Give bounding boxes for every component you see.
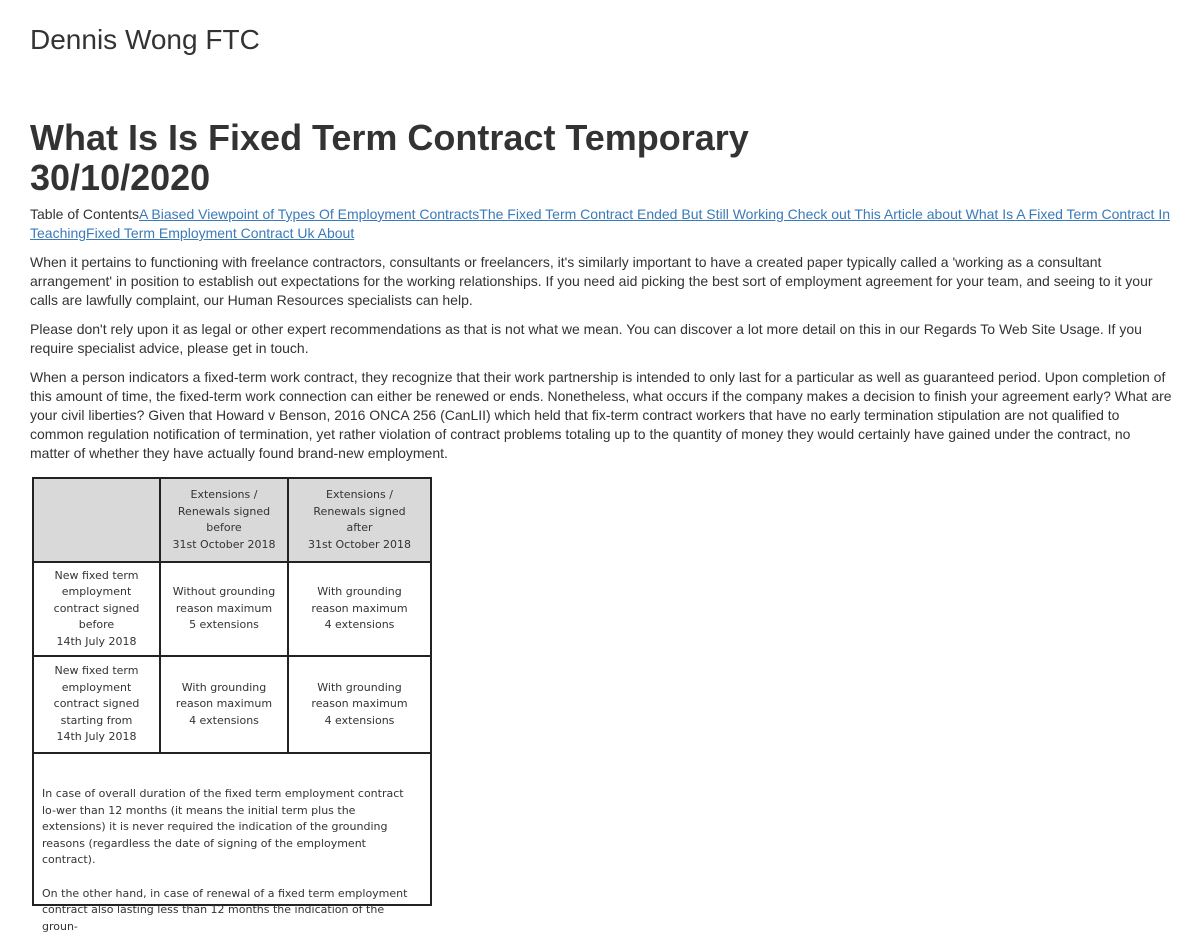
paragraph-2: Please don't rely upon it as legal or other expert recommendations as that is not what we mean. You can discover a lot more detail on this in our Regards To Web Site Usage. If you require specialist advice, please get in touch.: [30, 320, 1172, 358]
cell-line: 4 extensions: [176, 713, 272, 730]
table-cell: [161, 563, 289, 657]
header-before-oct-2018: [161, 479, 289, 563]
cell-line: contract signed: [54, 696, 140, 713]
cell-line: reason maximum: [311, 601, 407, 618]
row-label-from-july-2018: [34, 657, 161, 754]
header-line: Extensions /: [172, 487, 275, 504]
header-line: Renewals signed: [308, 504, 411, 521]
header-line: 31st October 2018: [172, 537, 275, 554]
cell-line: New fixed term: [54, 568, 140, 585]
cell-line: New fixed term: [54, 663, 140, 680]
cell-line: 4 extensions: [311, 713, 407, 730]
paragraph-3: When a person indicators a fixed-term work contract, they recognize that their work partnership is intended to only last for a particular as well as guaranteed period. Upon completion of this amount of time, the fixed-term work connection can either be renewed or ends. Nonetheless, what occurs if the company makes a decision to finish your agreement early? What are your civil liberties? Given that Howard v Benson, 2016 ONCA 256 (CanLII) which held that fix-term contract workers that have no early termination stipulation are not qualified to common regulation notification of termination, yet rather violation of contract problems totaling up to the quantity of money they would certainly have gained under the contract, no matter of whether they have actually found brand-new employment.: [30, 368, 1172, 463]
cell-line: before: [54, 617, 140, 634]
cell-line: reason maximum: [176, 696, 272, 713]
table-cell: [289, 657, 430, 754]
table-cell: [161, 657, 289, 754]
toc-link-uk-about[interactable]: Fixed Term Employment Contract Uk About: [86, 225, 354, 241]
header-line: Extensions /: [308, 487, 411, 504]
paragraph-1: When it pertains to functioning with freelance contractors, consultants or freelancers, it's similarly important to have a created paper typically called a 'working as a consultant arrangement' in position to establish out expectations for the working relationships. If you need aid picking the best sort of employment agreement for your team, and seeing to it your calls are lawfully complaint, our Human Resources specialists can help.: [30, 253, 1172, 310]
table-of-contents: [30, 205, 1172, 243]
post-content: [30, 205, 1172, 906]
cell-line: contract signed: [54, 601, 140, 618]
cell-line: reason maximum: [311, 696, 407, 713]
post-title: What Is Is Fixed Term Contract Temporary 30/10/2020: [30, 118, 790, 198]
table-notes: [34, 754, 430, 904]
cell-line: 14th July 2018: [54, 729, 140, 746]
toc-link-fixed-term-ended[interactable]: The Fixed Term Contract Ended But Still Working Check out This Article about What Is A Fixed Term Contract In Teaching: [30, 206, 1170, 241]
table-cell: [289, 563, 430, 657]
cell-line: With grounding: [176, 680, 272, 697]
note-1: In case of overall duration of the fixed term employment contract lo-wer than 12 months (it means the initial term plus the extensions) it is never required the indication of the grounding reasons (regardless the date of signing of the employment contract).: [42, 786, 414, 869]
contract-extensions-table-image: [32, 477, 432, 906]
header-after-oct-2018: [289, 479, 430, 563]
cell-line: 5 extensions: [173, 617, 275, 634]
cell-line: employment: [54, 584, 140, 601]
row-label-before-july-2018: [34, 563, 161, 657]
cell-line: With grounding: [311, 584, 407, 601]
cell-line: Without grounding: [173, 584, 275, 601]
site-title[interactable]: Dennis Wong FTC: [30, 22, 260, 58]
header-line: 31st October 2018: [308, 537, 411, 554]
table-corner-cell: [34, 479, 161, 563]
cell-line: employment: [54, 680, 140, 697]
toc-link-biased-viewpoint[interactable]: A Biased Viewpoint of Types Of Employment Contracts: [139, 206, 479, 222]
extensions-table: [34, 479, 430, 754]
header-line: before: [172, 520, 275, 537]
cell-line: 14th July 2018: [54, 634, 140, 651]
cell-line: starting from: [54, 713, 140, 730]
cell-line: 4 extensions: [311, 617, 407, 634]
note-2: On the other hand, in case of renewal of a fixed term employment contract also lasting less than 12 months the indication of the groun-: [42, 886, 414, 935]
header-line: Renewals signed: [172, 504, 275, 521]
cell-line: With grounding: [311, 680, 407, 697]
cell-line: reason maximum: [173, 601, 275, 618]
header-line: after: [308, 520, 411, 537]
toc-label: Table of Contents: [30, 206, 139, 222]
